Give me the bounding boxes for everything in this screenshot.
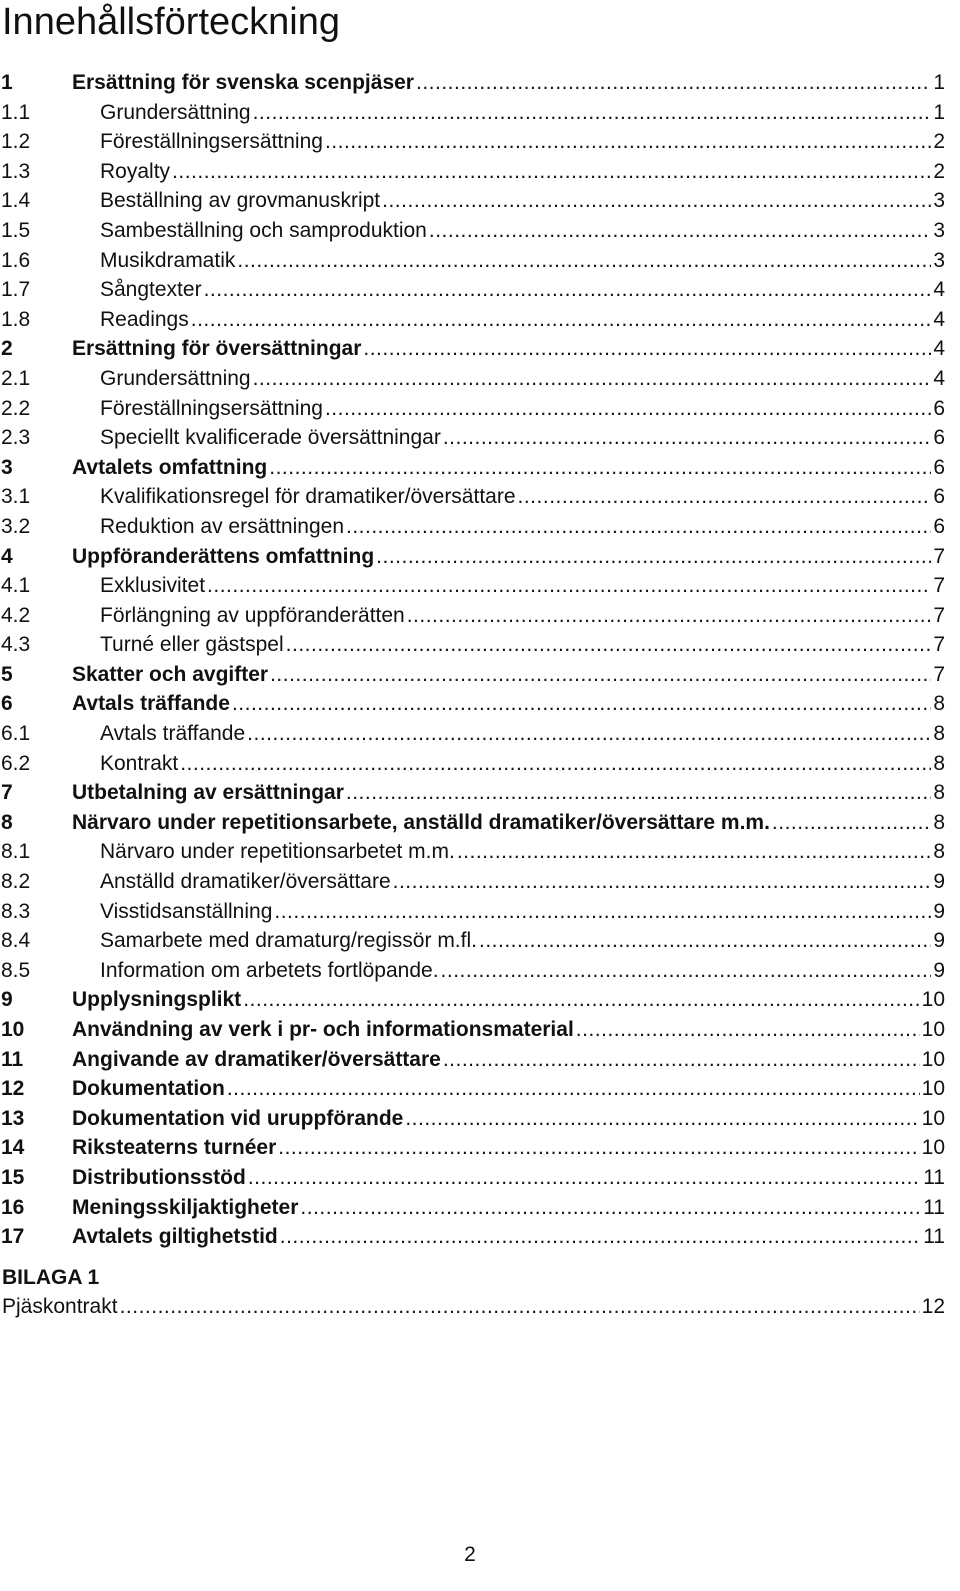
toc-entry-page: 10 [921, 1136, 945, 1160]
toc-entry[interactable] [0, 1193, 945, 1223]
toc-entry[interactable] [0, 601, 945, 631]
toc-entry-number: 4 [1, 544, 13, 568]
toc-entry-page: 2 [933, 159, 945, 183]
dot-leader [457, 837, 931, 867]
toc-entry-number: 12 [1, 1077, 25, 1101]
toc-entry-title: Readings [100, 307, 189, 331]
toc-entry-number: 1.1 [1, 100, 31, 124]
toc-entry[interactable] [0, 571, 945, 601]
toc-entry-number: 2.1 [1, 366, 31, 390]
toc-entry-page: 6 [933, 426, 945, 450]
toc-entry[interactable] [0, 246, 945, 276]
toc-entry[interactable] [0, 985, 945, 1015]
toc-entry-page: 3 [933, 248, 945, 272]
toc-entry-title: Kvalifikationsregel för dramatiker/översättare [100, 485, 516, 509]
dot-leader [429, 216, 931, 246]
dot-leader [269, 453, 931, 483]
dot-leader [232, 689, 931, 719]
toc-entry-title: Uppföranderättens omfattning [72, 544, 375, 568]
toc-entry[interactable] [0, 867, 945, 897]
toc-entry[interactable] [0, 216, 945, 246]
toc-entry-number: 6 [1, 692, 13, 716]
dot-leader [172, 157, 931, 187]
toc-entry-page: 4 [933, 337, 945, 361]
toc-entry[interactable] [0, 186, 945, 216]
toc-entry-title: Sambeställning och samproduktion [100, 218, 427, 242]
toc-entry[interactable] [0, 394, 945, 424]
toc-entry-page: 7 [933, 633, 945, 657]
toc-entry-title: Meningsskiljaktigheter [72, 1195, 299, 1219]
toc-entry-number: 4.3 [1, 633, 31, 657]
toc-entry-page: 1 [933, 100, 945, 124]
toc-entry-number: 6.1 [1, 722, 31, 746]
toc-entry[interactable] [0, 542, 945, 572]
toc-entry-title: Närvaro under repetitionsarbetet m.m. [100, 840, 455, 864]
toc-entry[interactable] [0, 660, 945, 690]
toc-entry-title: Föreställningsersättning [100, 130, 323, 154]
toc-entry[interactable] [0, 837, 945, 867]
dot-leader [376, 542, 931, 572]
toc-entry-title: Angivande av dramatiker/översättare [72, 1047, 441, 1071]
toc-entry-number: 15 [1, 1165, 25, 1189]
toc-entry-title: Samarbete med dramaturg/regissör m.fl. [100, 929, 477, 953]
toc-entry[interactable] [0, 1133, 945, 1163]
toc-entry-number: 4.1 [1, 574, 31, 598]
dot-leader [405, 1104, 919, 1134]
toc-entry[interactable] [0, 68, 945, 98]
toc-entry-title: Musikdramatik [100, 248, 236, 272]
toc-entry-page: 4 [933, 307, 945, 331]
toc-entry-page: 10 [921, 1018, 945, 1041]
toc-entry[interactable] [0, 512, 945, 542]
dot-leader [278, 1133, 919, 1163]
dot-leader [416, 68, 931, 98]
toc-entry-title: Reduktion av ersättningen [100, 514, 344, 538]
toc-entry-number: 6.2 [1, 751, 31, 775]
toc-entry-page: 10 [921, 1106, 945, 1130]
toc-entry-page: 9 [933, 870, 945, 894]
toc-entry-number: 2 [1, 337, 13, 361]
toc-entry-title: Avtals träffande [72, 692, 230, 716]
toc-entry-title: Ersättning för svenska scenpjäser [72, 71, 414, 94]
toc-entry-title: Ersättning för översättningar [72, 337, 362, 361]
dot-leader [180, 749, 931, 779]
toc-entry-page: 3 [933, 189, 945, 213]
dot-leader [382, 186, 931, 216]
toc-entry-page: 7 [933, 574, 945, 598]
dot-leader [286, 630, 932, 660]
dot-leader [407, 601, 932, 631]
dot-leader [280, 1222, 921, 1252]
toc-entry-number: 1.8 [1, 307, 31, 331]
toc-entry-page: 4 [933, 366, 945, 390]
toc-entry-page: 10 [921, 1047, 945, 1071]
toc-entry-page: 6 [933, 485, 945, 509]
toc-entry-page: 1 [933, 71, 945, 94]
toc-entry-number: 8.5 [1, 958, 31, 982]
toc-entry[interactable] [0, 1163, 945, 1193]
toc-entry-title: Utbetalning av ersättningar [72, 781, 344, 805]
toc-entry-number: 13 [1, 1106, 25, 1130]
page-number: 2 [464, 1543, 476, 1566]
dot-leader [346, 512, 931, 542]
toc-entry[interactable] [0, 98, 945, 128]
toc-entry-title: Föreställningsersättning [100, 396, 323, 420]
dot-leader [120, 1292, 920, 1322]
appendix-entry-page: 12 [921, 1295, 945, 1318]
dot-leader [325, 394, 931, 424]
toc-entry-number: 11 [1, 1047, 24, 1071]
toc-entry-page: 10 [921, 988, 945, 1012]
toc-entry-title: Avtalets giltighetstid [72, 1225, 278, 1249]
toc-entry-title: Beställning av grovmanuskript [100, 189, 381, 213]
dot-leader [772, 808, 931, 838]
toc-entry-page: 8 [933, 840, 945, 864]
toc-entry-page: 6 [933, 396, 945, 420]
toc-entry-title: Upplysningsplikt [72, 988, 242, 1012]
toc-entry-number: 8.1 [1, 840, 31, 864]
toc-entry-number: 8.2 [1, 870, 31, 894]
dot-leader [237, 246, 931, 276]
toc-entry-title: Dokumentation [72, 1077, 225, 1101]
toc-entry-number: 1 [1, 71, 13, 94]
toc-entry[interactable] [0, 334, 945, 364]
table-of-contents [0, 68, 945, 1252]
toc-entry-page: 7 [933, 662, 945, 686]
toc-entry[interactable] [0, 305, 945, 335]
dot-leader [247, 719, 931, 749]
dot-leader [243, 985, 919, 1015]
dot-leader [248, 1163, 921, 1193]
toc-entry[interactable] [0, 689, 945, 719]
toc-entry-page: 9 [933, 899, 945, 923]
toc-entry-number: 16 [1, 1195, 25, 1219]
toc-entry-number: 1.6 [1, 248, 31, 272]
toc-entry-title: Anställd dramatiker/översättare [100, 870, 391, 894]
appendix-entry[interactable] [0, 1292, 945, 1322]
toc-entry-page: 8 [933, 692, 945, 716]
toc-entry-number: 3.1 [1, 485, 31, 509]
dot-leader [346, 778, 931, 808]
toc-entry-title: Kontrakt [100, 751, 179, 775]
dot-leader [443, 423, 931, 453]
toc-entry-number: 7 [1, 781, 13, 805]
page-title: Innehållsförteckning [2, 1, 340, 43]
toc-entry-number: 8.3 [1, 899, 31, 923]
toc-entry-number: 2.2 [1, 396, 31, 420]
toc-entry-title: Visstidsanställning [100, 899, 273, 923]
dot-leader [204, 275, 932, 305]
toc-entry[interactable] [0, 1222, 945, 1252]
toc-entry-number: 2.3 [1, 426, 31, 450]
toc-entry-title: Royalty [100, 159, 171, 183]
toc-entry-page: 7 [933, 603, 945, 627]
dot-leader [191, 305, 932, 335]
toc-entry-page: 8 [933, 810, 945, 834]
toc-entry-number: 8 [1, 810, 13, 834]
dot-leader [479, 926, 931, 956]
toc-entry-title: Förlängning av uppföranderätten [100, 603, 405, 627]
toc-entry-number: 14 [1, 1136, 25, 1160]
toc-entry-number: 1.2 [1, 130, 31, 154]
dot-leader [441, 956, 932, 986]
toc-entry[interactable] [0, 1045, 945, 1075]
dot-leader [363, 334, 931, 364]
toc-entry-page: 11 [923, 1165, 945, 1189]
toc-entry-page: 6 [933, 514, 945, 538]
toc-entry-page: 11 [923, 1195, 945, 1219]
toc-entry[interactable] [0, 364, 945, 394]
toc-entry[interactable] [0, 423, 945, 453]
toc-entry-title: Grundersättning [100, 366, 251, 390]
toc-entry-page: 9 [933, 958, 945, 982]
dot-leader [393, 867, 932, 897]
dot-leader [253, 98, 932, 128]
toc-entry-title: Turné eller gästspel [100, 633, 284, 657]
toc-entry[interactable] [0, 1074, 945, 1104]
appendix-heading: BILAGA 1 [2, 1266, 100, 1289]
toc-entry-number: 1.7 [1, 278, 31, 302]
dot-leader [325, 127, 931, 157]
toc-entry[interactable] [0, 1104, 945, 1134]
toc-entry[interactable] [0, 808, 945, 838]
toc-entry-number: 10 [1, 1018, 25, 1041]
toc-entry[interactable] [0, 127, 945, 157]
dot-leader [576, 1015, 920, 1045]
toc-entry-number: 3 [1, 455, 13, 479]
toc-entry[interactable] [0, 453, 945, 483]
dot-leader [443, 1045, 920, 1075]
dot-leader [207, 571, 931, 601]
toc-entry-title: Exklusivitet [100, 574, 206, 598]
toc-entry-number: 3.2 [1, 514, 31, 538]
toc-entry[interactable] [0, 275, 945, 305]
toc-entry[interactable] [0, 719, 945, 749]
toc-entry-page: 8 [933, 781, 945, 805]
toc-entry-number: 8.4 [1, 929, 31, 953]
toc-entry-page: 11 [923, 1225, 945, 1249]
toc-entry-title: Användning av verk i pr- och informationsmaterial [72, 1018, 574, 1041]
toc-entry-number: 1.5 [1, 218, 31, 242]
toc-entry[interactable] [0, 1015, 945, 1045]
toc-entry-page: 7 [933, 544, 945, 568]
toc-entry[interactable] [0, 157, 945, 187]
toc-entry-title: Närvaro under repetitionsarbete, anställd dramatiker/översättare m.m. [72, 810, 770, 834]
toc-entry-number: 5 [1, 662, 13, 686]
toc-entry[interactable] [0, 482, 945, 512]
toc-entry[interactable] [0, 630, 945, 660]
toc-entry-page: 8 [933, 722, 945, 746]
toc-entry-page: 8 [933, 751, 945, 775]
toc-entry-title: Riksteaterns turnéer [72, 1136, 277, 1160]
toc-entry-page: 10 [921, 1077, 945, 1101]
dot-leader [300, 1193, 921, 1223]
toc-entry-page: 6 [933, 455, 945, 479]
toc-entry-title: Sångtexter [100, 278, 202, 302]
toc-entry-title: Information om arbetets fortlöpande. [100, 958, 439, 982]
toc-entry-number: 1.4 [1, 189, 31, 213]
dot-leader [227, 1074, 920, 1104]
dot-leader [270, 660, 931, 690]
toc-entry-title: Distributionsstöd [72, 1165, 246, 1189]
toc-entry[interactable] [0, 897, 945, 927]
toc-entry-number: 17 [1, 1225, 25, 1249]
toc-entry-title: Speciellt kvalificerade översättningar [100, 426, 441, 450]
toc-entry-title: Avtalets omfattning [72, 455, 268, 479]
toc-entry[interactable] [0, 956, 945, 986]
toc-entry-page: 4 [933, 278, 945, 302]
toc-entry[interactable] [0, 749, 945, 779]
toc-entry-page: 9 [933, 929, 945, 953]
dot-leader [253, 364, 932, 394]
toc-entry-title: Skatter och avgifter [72, 662, 269, 686]
dot-leader [274, 897, 931, 927]
toc-entry-title: Dokumentation vid uruppförande [72, 1106, 404, 1130]
appendix-entry-title: Pjäskontrakt [2, 1295, 118, 1318]
toc-entry-title: Grundersättning [100, 100, 251, 124]
toc-entry-page: 3 [933, 218, 945, 242]
toc-entry[interactable] [0, 926, 945, 956]
toc-entry-page: 2 [933, 130, 945, 154]
toc-entry-number: 1.3 [1, 159, 31, 183]
toc-entry[interactable] [0, 778, 945, 808]
toc-entry-number: 4.2 [1, 603, 31, 627]
toc-entry-number: 9 [1, 988, 13, 1012]
toc-entry-title: Avtals träffande [100, 722, 246, 746]
dot-leader [518, 482, 932, 512]
